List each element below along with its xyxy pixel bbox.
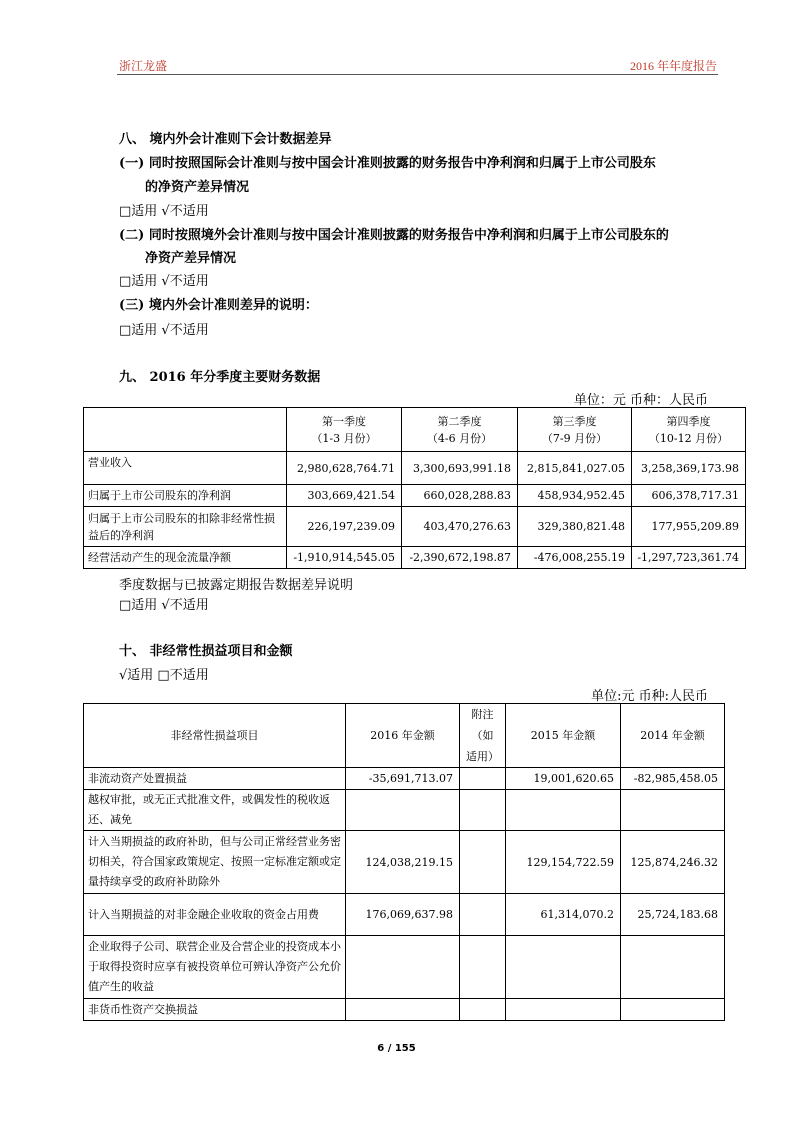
cell-2016 xyxy=(346,936,460,999)
table-row xyxy=(84,547,746,569)
cell-2014 xyxy=(621,790,725,831)
header-2016: 2016 年金额 xyxy=(346,704,460,768)
sec8-item3-option: □适用 √不适用 xyxy=(119,323,209,338)
q1-label: 第一季度 xyxy=(322,414,366,428)
cell-value: 458,934,952.45 xyxy=(518,485,632,507)
report-title: 2016 年年度报告 xyxy=(629,59,717,73)
q1-months: （1-3 月份） xyxy=(311,431,377,445)
non-recurring-table xyxy=(83,703,725,1021)
row-label: 非流动资产处置损益 xyxy=(84,768,346,790)
header-2014: 2014 年金额 xyxy=(621,704,725,768)
cell-2015 xyxy=(506,999,621,1021)
cell-note xyxy=(460,831,506,894)
sec8-item2-line2: 净资产差异情况 xyxy=(145,251,237,266)
cell-value: 226,197,239.09 xyxy=(287,507,402,547)
sec10-option: √适用 □不适用 xyxy=(119,668,209,683)
cell-2016: 176,069,637.98 xyxy=(346,894,460,936)
sec9-note: 季度数据与已披露定期报告数据差异说明 xyxy=(119,578,354,593)
header-divider xyxy=(117,74,718,75)
header-note xyxy=(460,704,506,768)
table-row xyxy=(84,831,725,894)
section-10-title: 十、 非经常性损益项目和金额 xyxy=(119,644,293,659)
header-q3 xyxy=(518,408,632,452)
row-label: 经营活动产生的现金流量净额 xyxy=(84,547,287,569)
sec8-item1-option: □适用 √不适用 xyxy=(119,204,209,219)
header-q2 xyxy=(402,408,518,452)
cell-2014: 125,874,246.32 xyxy=(621,831,725,894)
cell-note xyxy=(460,999,506,1021)
cell-value: 403,470,276.63 xyxy=(402,507,518,547)
sec9-unit: 单位：元 币种：人民币 xyxy=(573,393,708,408)
cell-value: -2,390,672,198.87 xyxy=(402,547,518,569)
row-label: 归属于上市公司股东的净利润 xyxy=(84,485,287,507)
table-row xyxy=(84,485,746,507)
table-row xyxy=(84,452,746,485)
q3-months: （7-9 月份） xyxy=(541,431,608,445)
cell-2014 xyxy=(621,936,725,999)
cell-note xyxy=(460,894,506,936)
row-label: 营业收入 xyxy=(84,452,287,485)
cell-2015: 61,314,070.2 xyxy=(506,894,621,936)
q3-label: 第三季度 xyxy=(552,414,597,428)
cell-2016: 124,038,219.15 xyxy=(346,831,460,894)
section-8-title: 八、 境内外会计准则下会计数据差异 xyxy=(119,132,332,147)
cell-2014: -82,985,458.05 xyxy=(621,768,725,790)
cell-note xyxy=(460,790,506,831)
sec9-note-option: □适用 √不适用 xyxy=(119,598,209,613)
row-label: 非货币性资产交换损益 xyxy=(84,999,346,1021)
note-line2: （如 xyxy=(471,729,494,742)
cell-value: -1,297,723,361.74 xyxy=(632,547,746,569)
row-label: 计入当期损益的政府补助，但与公司正常经营业务密切相关，符合国家政策规定、按照一定标准定额或定量持续享受的政府补助除外 xyxy=(84,831,346,894)
section-9-title: 九、 2016 年分季度主要财务数据 xyxy=(119,370,321,385)
cell-2016 xyxy=(346,790,460,831)
quarterly-table xyxy=(83,407,746,569)
cell-value: 3,258,369,173.98 xyxy=(632,452,746,485)
q2-label: 第二季度 xyxy=(437,414,482,428)
note-line3: 适用） xyxy=(466,750,499,763)
sec10-unit: 单位:元 币种:人民币 xyxy=(591,689,708,704)
table-row xyxy=(84,999,725,1021)
cell-2015: 19,001,620.65 xyxy=(506,768,621,790)
cell-value: 329,380,821.48 xyxy=(518,507,632,547)
q2-months: （4-6 月份） xyxy=(426,431,493,445)
sec8-item3: (三) 境内外会计准则差异的说明： xyxy=(119,298,318,313)
cell-note xyxy=(460,768,506,790)
cell-value: 303,669,421.54 xyxy=(287,485,402,507)
row-label: 越权审批，或无正式批准文件，或偶发性的税收返还、减免 xyxy=(84,790,346,831)
table-row xyxy=(84,768,725,790)
header-blank xyxy=(84,408,287,452)
table-row xyxy=(84,790,725,831)
sec8-item1-line2: 的净资产差异情况 xyxy=(145,180,250,195)
row-label: 归属于上市公司股东的扣除非经常性损益后的净利润 xyxy=(84,507,287,547)
cell-note xyxy=(460,936,506,999)
cell-2016 xyxy=(346,999,460,1021)
sec8-item2-option: □适用 √不适用 xyxy=(119,274,209,289)
table-row xyxy=(84,507,746,547)
table-header-row xyxy=(84,704,725,768)
sec8-item1-line1: (一) 同时按照国际会计准则与按中国会计准则披露的财务报告中净利润和归属于上市公司股东 xyxy=(119,156,656,171)
cell-2015 xyxy=(506,936,621,999)
cell-value: 606,378,717.31 xyxy=(632,485,746,507)
table-row xyxy=(84,894,725,936)
table-row xyxy=(84,936,725,999)
header-item: 非经常性损益项目 xyxy=(84,704,346,768)
cell-value: 177,955,209.89 xyxy=(632,507,746,547)
cell-value: 2,980,628,764.71 xyxy=(287,452,402,485)
cell-value: 2,815,841,027.05 xyxy=(518,452,632,485)
note-line1: 附注 xyxy=(471,708,494,721)
cell-value: 3,300,693,991.18 xyxy=(402,452,518,485)
sec8-item2-line1: (二) 同时按照境外会计准则与按中国会计准则披露的财务报告中净利润和归属于上市公司股东的 xyxy=(119,228,669,243)
page-number: 6 / 155 xyxy=(377,1043,416,1054)
cell-value: 660,028,288.83 xyxy=(402,485,518,507)
company-name: 浙江龙盛 xyxy=(119,59,168,73)
q4-label: 第四季度 xyxy=(666,414,711,428)
cell-2015 xyxy=(506,790,621,831)
table-header-row xyxy=(84,408,746,452)
cell-2014 xyxy=(621,999,725,1021)
cell-2015: 129,154,722.59 xyxy=(506,831,621,894)
header-q1 xyxy=(287,408,402,452)
header-q4 xyxy=(632,408,746,452)
cell-value: -476,008,255.19 xyxy=(518,547,632,569)
cell-value: -1,910,914,545.05 xyxy=(287,547,402,569)
cell-2014: 25,724,183.68 xyxy=(621,894,725,936)
row-label: 企业取得子公司、联营企业及合营企业的投资成本小于取得投资时应享有被投资单位可辨认净资产公允价值产生的收益 xyxy=(84,936,346,999)
q4-months: （10-12 月份） xyxy=(648,431,729,445)
header-2015: 2015 年金额 xyxy=(506,704,621,768)
cell-2016: -35,691,713.07 xyxy=(346,768,460,790)
row-label: 计入当期损益的对非金融企业收取的资金占用费 xyxy=(84,894,346,936)
